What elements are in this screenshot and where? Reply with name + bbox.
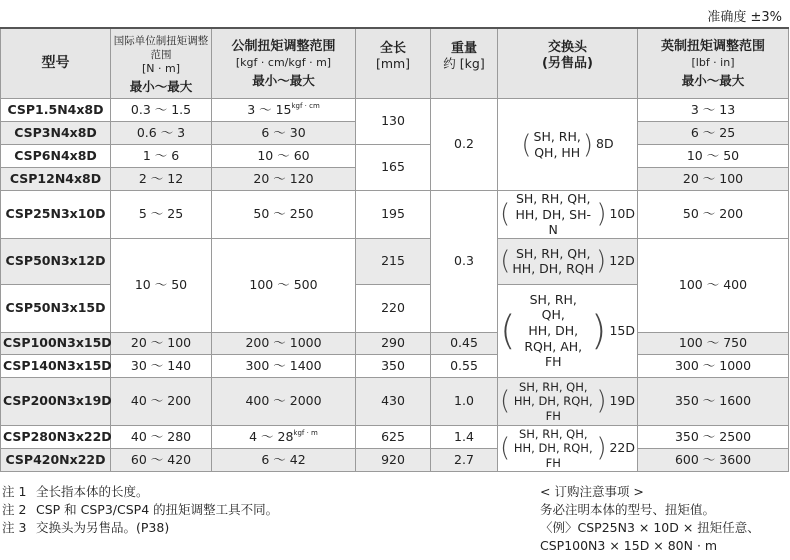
- table-row: [1, 425, 789, 448]
- order-notice: [540, 483, 760, 555]
- si-range-cell: 60 ～ 420: [111, 448, 212, 471]
- length-cell: 920: [356, 448, 431, 471]
- model-cell: CSP280N3x22D: [1, 425, 111, 448]
- table-row: [1, 332, 789, 354]
- table-row: [1, 354, 789, 377]
- exchange-head-cell: ( SH, RH, QH, HH, DH, RQH ) 12D: [498, 238, 638, 284]
- header-exchange-head: 交换头 (另售品): [498, 28, 638, 99]
- imperial-range-cell: 100 ～ 400: [638, 238, 789, 332]
- length-cell: 430: [356, 377, 431, 425]
- weight-cell: 1.4: [431, 425, 498, 448]
- length-cell: 165: [356, 145, 431, 191]
- metric-range-cell: 100 ～ 500: [212, 238, 356, 332]
- header-model: 型号: [1, 28, 111, 99]
- model-cell: CSP25N3x10D: [1, 191, 111, 239]
- si-range-cell: 40 ～ 280: [111, 425, 212, 448]
- note-item: 注 1 全长指本体的长度。: [2, 484, 149, 499]
- order-line: 务必注明本体的型号、扭矩值。: [540, 502, 716, 517]
- exchange-head-cell: ( SH, RH, QH, HH ) 8D: [498, 99, 638, 191]
- imperial-range-cell: 10 ～ 50: [638, 145, 789, 168]
- metric-range-cell: 6 ～ 30: [212, 122, 356, 145]
- header-imperial-range: 英制扭矩调整范围 [lbf · in] 最小～最大: [638, 28, 789, 99]
- weight-cell: 0.2: [431, 99, 498, 191]
- order-example: CSP100N3 × 15D × 80N · m: [540, 538, 718, 553]
- table-header: [1, 28, 789, 99]
- order-title: < 订购注意事项 >: [540, 484, 644, 499]
- header-length: 全长 [mm]: [356, 28, 431, 99]
- length-cell: 625: [356, 425, 431, 448]
- si-range-cell: 1 ～ 6: [111, 145, 212, 168]
- spec-table: [0, 27, 789, 472]
- header-metric-range: 公制扭矩调整范围 [kgf · cm/kgf · m] 最小～最大: [212, 28, 356, 99]
- model-cell: CSP420Nx22D: [1, 448, 111, 471]
- table-row: [1, 191, 789, 239]
- model-cell: CSP3N4x8D: [1, 122, 111, 145]
- metric-range-cell: 300 ～ 1400: [212, 354, 356, 377]
- si-range-cell: 5 ～ 25: [111, 191, 212, 239]
- length-cell: 220: [356, 284, 431, 332]
- weight-cell: 0.3: [431, 191, 498, 333]
- table-row: [1, 448, 789, 471]
- model-cell: CSP100N3x15D: [1, 332, 111, 354]
- metric-range-cell: 20 ～ 120: [212, 168, 356, 191]
- imperial-range-cell: 6 ～ 25: [638, 122, 789, 145]
- si-range-cell: 40 ～ 200: [111, 377, 212, 425]
- exchange-head-cell: ( SH, RH, QH, HH, DH, SH-N ) 10D: [498, 191, 638, 239]
- si-range-cell: 20 ～ 100: [111, 332, 212, 354]
- weight-cell: 0.45: [431, 332, 498, 354]
- imperial-range-cell: 20 ～ 100: [638, 168, 789, 191]
- metric-range-cell: 3 ～ $15^{kgf \cdot cm}$: [212, 99, 356, 122]
- metric-range-cell: 50 ～ 250: [212, 191, 356, 239]
- imperial-range-cell: 600 ～ 3600: [638, 448, 789, 471]
- imperial-range-cell: 300 ～ 1000: [638, 354, 789, 377]
- si-range-cell: 0.3 ～ 1.5: [111, 99, 212, 122]
- exchange-head-cell: ( SH, RH, QH, HH, DH, RQH, FH ) 19D: [498, 377, 638, 425]
- length-cell: 130: [356, 99, 431, 145]
- imperial-range-cell: 350 ～ 1600: [638, 377, 789, 425]
- notes: [2, 483, 278, 537]
- table-row: [1, 377, 789, 425]
- model-cell: CSP6N4x8D: [1, 145, 111, 168]
- accuracy-note: 准确度 ±3%: [707, 10, 782, 25]
- si-range-cell: 0.6 ～ 3: [111, 122, 212, 145]
- length-cell: 350: [356, 354, 431, 377]
- imperial-range-cell: 3 ～ 13: [638, 99, 789, 122]
- model-cell: CSP50N3x12D: [1, 238, 111, 284]
- imperial-range-cell: 100 ～ 750: [638, 332, 789, 354]
- metric-range-cell: 200 ～ 1000: [212, 332, 356, 354]
- exchange-head-cell: ( SH, RH, QH, HH, DH, RQH, FH ) 22D: [498, 425, 638, 471]
- note-item: 注 2 CSP 和 CSP3/CSP4 的扭矩调整工具不同。: [2, 502, 279, 517]
- model-cell: CSP50N3x15D: [1, 284, 111, 332]
- weight-cell: 1.0: [431, 377, 498, 425]
- table-row: [1, 238, 789, 284]
- metric-range-cell: 6 ～ 42: [212, 448, 356, 471]
- metric-range-cell: 4 ～ $28^{kgf \cdot m}$: [212, 425, 356, 448]
- header-weight: 重量 约 [kg]: [431, 28, 498, 99]
- model-cell: CSP200N3x19D: [1, 377, 111, 425]
- si-range-cell: 10 ～ 50: [111, 238, 212, 332]
- weight-cell: 2.7: [431, 448, 498, 471]
- table-row: [1, 99, 789, 122]
- model-cell: CSP140N3x15D: [1, 354, 111, 377]
- order-example: 〈例〉CSP25N3 × 10D × 扭矩任意、: [540, 520, 760, 535]
- model-cell: CSP12N4x8D: [1, 168, 111, 191]
- length-cell: 290: [356, 332, 431, 354]
- exchange-head-cell: ( SH, RH, QH, HH, DH, RQH, AH, FH ) 15D: [498, 284, 638, 377]
- imperial-range-cell: 50 ～ 200: [638, 191, 789, 239]
- model-cell: CSP1.5N4x8D: [1, 99, 111, 122]
- metric-range-cell: 400 ～ 2000: [212, 377, 356, 425]
- imperial-range-cell: 350 ～ 2500: [638, 425, 789, 448]
- weight-cell: 0.55: [431, 354, 498, 377]
- si-range-cell: 30 ～ 140: [111, 354, 212, 377]
- metric-range-cell: 10 ～ 60: [212, 145, 356, 168]
- table-row: [1, 145, 789, 168]
- length-cell: 195: [356, 191, 431, 239]
- note-item: 注 3 交换头为另售品。(P38): [2, 520, 170, 535]
- header-si-range: 国际单位制扭矩调整范围 [N · m] 最小～最大: [111, 28, 212, 99]
- si-range-cell: 2 ～ 12: [111, 168, 212, 191]
- length-cell: 215: [356, 238, 431, 284]
